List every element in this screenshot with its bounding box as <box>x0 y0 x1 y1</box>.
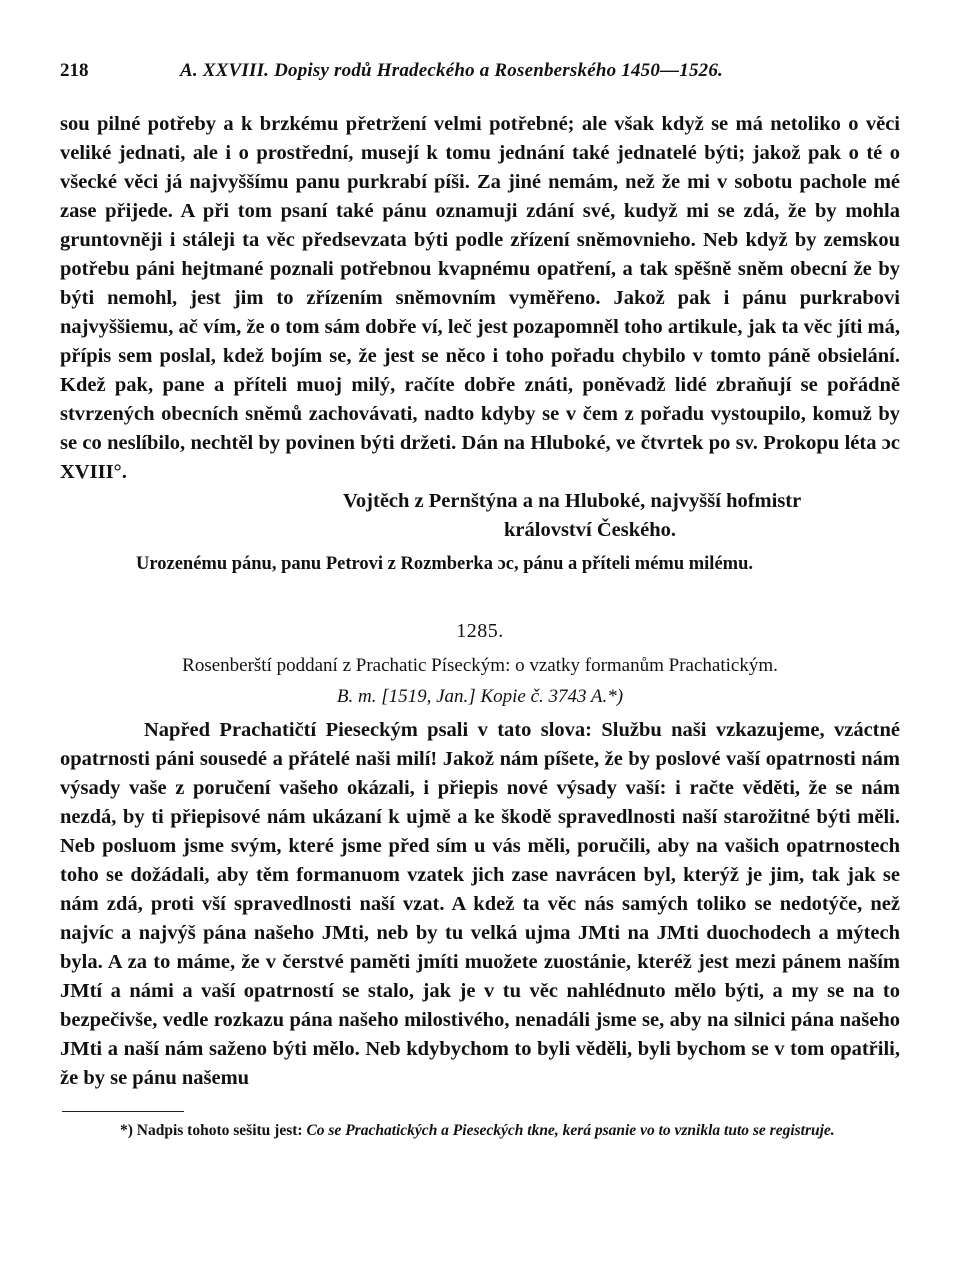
page-number: 218 <box>60 60 89 81</box>
signature-line-1: Vojtěch z Pernštýna a na Hluboké, najvyšší hofmistr <box>343 490 802 512</box>
letter-address: Urozenému pánu, panu Petrovi z Rozmberka ɔc, pánu a příteli mému milému. <box>136 554 753 574</box>
signature <box>60 487 900 545</box>
footnote-label: *) Nadpis tohoto sešitu jest: <box>120 1122 303 1139</box>
running-head-title: A. XXVIII. Dopisy rodů Hradeckého a Rosenberského 1450—1526. <box>180 60 723 81</box>
continued-letter <box>60 110 900 487</box>
document-number: 1285. <box>456 620 504 642</box>
footnote <box>60 1120 900 1142</box>
footnote-quote: Co se Prachatických a Pieseckých tkne, kerá psanie vo to vznikla tuto se registruje. <box>306 1122 835 1139</box>
document-letter <box>60 716 900 1093</box>
letter-paragraph: Napřed Prachatičtí Pieseckým psali v tato slova: Službu naši vzkazujeme, vzáctné opatrnosti páni sousedé a přátelé naši milí! Jakož nám píšete, že by poslové vaší opatrnosti nám výsady vaše z poručení vašeho okázali, i přiepis nové výsady vaší: i račte věděti, že se nám nezdá, by ti přiepisové nám ukázaní k ujmě a ke škodě spravedlnosti naší starožitné býti měli. Neb posluom jsme svým, které jsme před sím u vás měli, poručili, aby na vašich opatrnostech toho se dožádali, aby těm formanuom vzatek jich zase navrácen byl, kterýž je jim, tak jak se nám zdá, proti vší spravedlnosti naší vzat. A kdež ta věc nás samých toliko se nedotýče, než najvíc a najvýš pána našeho JMti, neb by tu velká ujma JMti na JMti duochodech a mýtech byla. A za to máme, že v čerstvé paměti jmíti muožete zuostánie, kteréž jest mezi pánem naším JMtí a námi a vaší opatrností se stalo, jak je v tu věc nahlédnuto mělo býti, a my se na to bezpečivše, vedle rozkazu pána našeho milostivého, nenadáli jsme se, aby na silnici pána našeho JMti a naší nám saženo býti mělo. Neb kdybychom to byli věděli, byli bychom se v tom opatřili, že by se pánu našemu <box>60 719 900 1089</box>
document-title: Rosenberští poddaní z Prachatic Píseckým: o vzatky formanům Prachatickým. <box>182 655 778 676</box>
document-source: B. m. [1519, Jan.] Kopie č. 3743 A.*) <box>336 686 624 707</box>
continued-paragraph: sou pilné potřeby a k brzkému přetržení velmi potřebné; ale však když se má netoliko o věci veliké jednati, ale i o prostřední, musejí k tomu jednání také jednatelé býti; jakož pak o té o všecké věci já najvyššímu panu purkrabí píši. Za jiné nemám, než že mi v sobotu pachole mé zase přijede. A při tom psaní také pánu oznamuji zdání své, kudyž mi se zdá, že by mohla gruntovněji i stáleji ta věc předsevzata býti podle zřízení sněmovnieho. Neb když by zemskou potřebu páni hejtmané poznali potřebnou kvapnému opatření, a tak spěšně sněm obecní že by býti nemohl, jest jim to zřízením sněmovním vyměřeno. Jakož pak i pánu purkrabovi najvyššiemu, ač vím, že o tom sám dobře ví, leč jest pozapomněl toho artikule, jak ta věc jíti má, přípis sem poslal, kdež bojím se, že jest se něco i toho pořadu chybilo v tomto páně obsielání. Kdež pak, pane a příteli muoj milý, račíte dobře znáti, poněvadž lidé zbraňují se pořádně stvrzených obecních sněmů zachovávati, nadto kdyby se v čem z pořadu vystoupilo, komuž by se co neslíbilo, nechtěl by povinen býti držeti. Dán na Hluboké, ve čtvrtek po sv. Prokopu léta ɔc XVIII°. <box>60 113 900 483</box>
footnote-divider <box>62 1111 184 1112</box>
document-page <box>60 52 900 1142</box>
running-head <box>60 52 900 92</box>
signature-line-2: království Českého. <box>504 519 676 541</box>
